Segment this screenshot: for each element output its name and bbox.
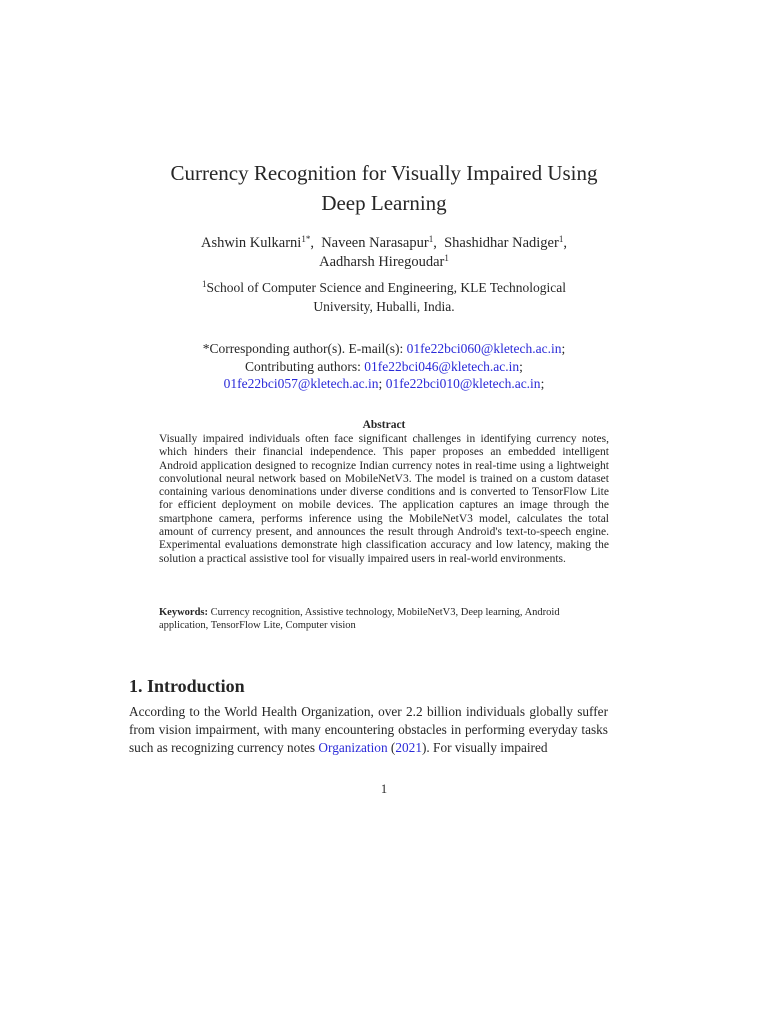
author-separator: ,	[433, 235, 445, 251]
affiliation	[0, 278, 768, 316]
author-separator: ,	[563, 235, 567, 251]
email-separator: ;	[561, 341, 566, 356]
intro-text: According to the World Health Organization, over 2.2 billion individuals globally suffer from vision impairment, with many encountering obstacles in performing everyday tasks such as recognizing currency notes	[129, 704, 608, 755]
citation-paren-close: )	[421, 740, 427, 755]
affiliation-mark: 1	[202, 279, 207, 289]
abstract-heading: Abstract	[362, 419, 406, 431]
affiliation-line-1	[0, 278, 768, 297]
email-separator: ;	[378, 376, 386, 391]
author-affil-mark: 1*	[301, 234, 311, 244]
author-list	[0, 234, 768, 272]
contrib-email-link-3[interactable]: 01fe22bci010@kletech.ac.in	[385, 376, 541, 391]
abstract-body: Visually impaired individuals often face significant challenges in identifying currency notes, which hinders their financial independence. This paper proposes an embedded intelligent Android application designed to recognize Indian currency notes in real-time using a lightweight convolutional neural network based on MobileNetV3. The model is trained on a custom dataset containing various denominations under diverse conditions and is converted to TensorFlow Lite for efficient deployment on mobile devices. The application captures an image through the smartphone camera, performs inference using the MobileNetV3 model, calculates the total amount of currency present, and announces the result through Android's text-to-speech engine. Experimental evaluations demonstrate high classification accuracy and low latency, making the solution a practical assistive tool for visually impaired users in real-world environments.	[159, 433, 609, 565]
email-separator: ;	[519, 358, 523, 374]
paper-title	[0, 158, 768, 218]
correspondence-block	[0, 340, 768, 393]
author-affil-mark: 1	[558, 234, 564, 244]
corresponding-line	[0, 340, 768, 358]
author-line-2	[0, 253, 768, 272]
title-line-2: Deep Learning	[321, 191, 447, 215]
keywords-text: Currency recognition, Assistive technology, MobileNetV3, Deep learning, Android application, TensorFlow Lite, Computer vision	[159, 607, 563, 631]
section-heading-introduction: 1. Introduction	[129, 676, 245, 696]
contributing-line-2	[0, 375, 768, 393]
contrib-email-link-1[interactable]: 01fe22bci046@kletech.ac.in	[364, 358, 520, 374]
keywords-label: Keywords:	[159, 607, 208, 618]
corresponding-prefix: *Corresponding author(s). E-mail(s):	[202, 341, 407, 356]
citation-link-year[interactable]: 2021	[395, 740, 422, 755]
author-name: Naveen Narasapur	[321, 235, 429, 251]
author-separator: ,	[310, 235, 322, 251]
contributing-line	[0, 358, 768, 376]
title-line-1: Currency Recognition for Visually Impaired Using	[170, 161, 598, 185]
citation-link-name[interactable]: Organization	[318, 740, 388, 755]
email-separator: ;	[540, 376, 545, 391]
affiliation-text-1: School of Computer Science and Engineering, KLE Technological	[206, 280, 566, 295]
keywords	[159, 606, 609, 632]
author-name: Ashwin Kulkarni	[201, 235, 302, 251]
contributing-prefix: Contributing authors:	[245, 358, 365, 374]
author-name: Shashidhar Nadiger	[444, 235, 559, 251]
contrib-email-link-2[interactable]: 01fe22bci057@kletech.ac.in	[223, 376, 379, 391]
affiliation-line-2: University, Huballi, India.	[313, 299, 455, 314]
introduction-paragraph	[129, 703, 608, 757]
page-number: 1	[380, 782, 388, 796]
intro-text-continued: . For visually impaired	[426, 740, 548, 755]
author-name: Aadharsh Hiregoudar	[319, 254, 445, 270]
author-affil-mark: 1	[444, 253, 449, 263]
corresponding-email-link[interactable]: 01fe22bci060@kletech.ac.in	[406, 341, 562, 356]
citation-paren-open: (	[387, 740, 396, 755]
author-line-1	[0, 234, 768, 253]
author-affil-mark: 1	[428, 234, 434, 244]
